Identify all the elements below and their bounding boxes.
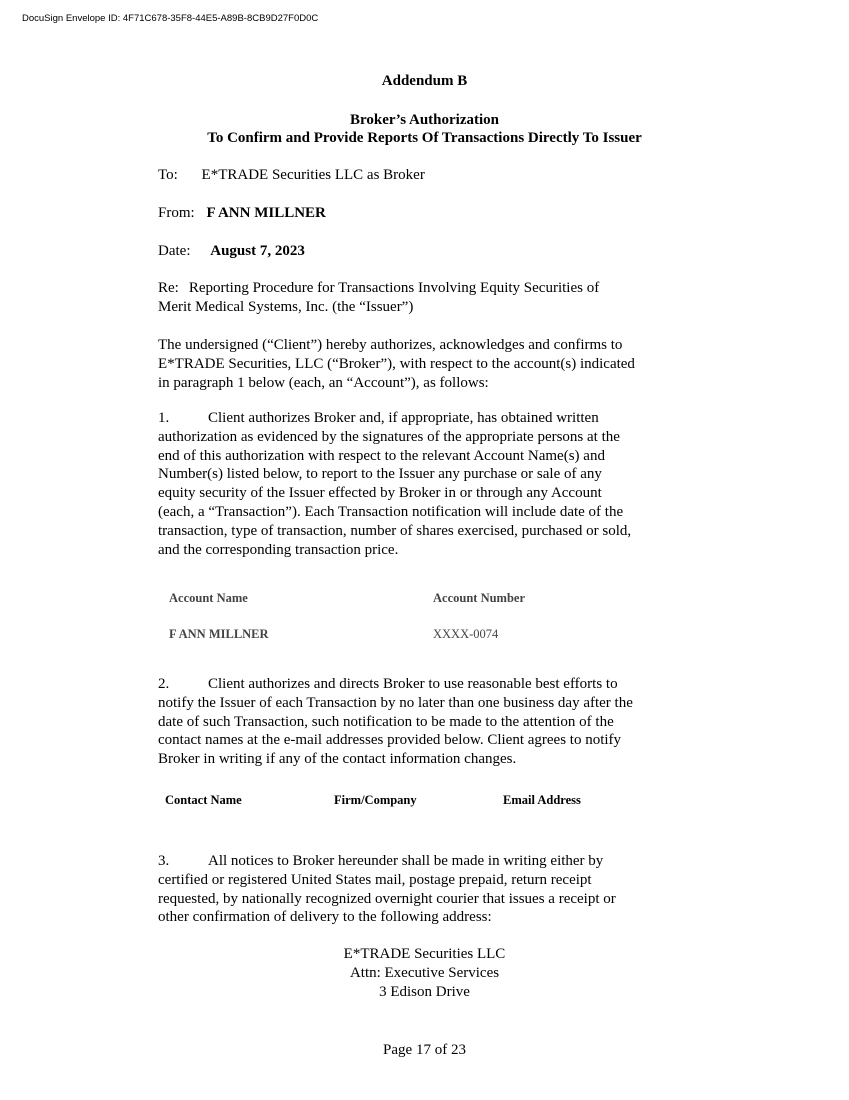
contact-name-header: Contact Name	[165, 793, 242, 807]
paragraph-2: 2. Client authorizes and directs Broker to use reasonable best efforts to notify the Issuer of each Transaction by no later than one business day after the date of such Transaction, such notification to be made to the attention of the contact names at the e-mail addresses provided below. Client agrees to notify Broker in writing if any of the contact information changes.	[158, 676, 633, 768]
from-label: From:	[158, 205, 195, 221]
intro-paragraph: The undersigned (“Client”) hereby authorizes, acknowledges and confirms to E*TRADE Securities, LLC (“Broker”), with respect to the account(s) indicated in paragraph 1 below (each, an “Account”), as follows:	[158, 337, 635, 391]
re-label: Re:	[158, 280, 179, 296]
to-label: To:	[158, 167, 178, 183]
date-row	[158, 242, 305, 261]
page-title: Addendum B	[381, 73, 468, 89]
account-number-header: Account Number	[433, 591, 526, 605]
subtitle-line-2: To Confirm and Provide Reports Of Transactions Directly To Issuer	[207, 130, 642, 146]
date-label: Date:	[158, 243, 191, 259]
from-value: F ANN MILLNER	[206, 205, 326, 221]
paragraph-1: 1. Client authorizes Broker and, if appropriate, has obtained written authorization as evidenced by the signatures of the appropriate persons at the end of this authorization with respect to the relevant Account Name(s) and Number(s) listed below, to report to the Issuer any purchase or sale of any equity security of the Issuer effected by Broker in or through any Account (each, a “Transaction”). Each Transaction notification will include date of the transaction, type of transaction, number of shares exercised, purchased or sold, and the corresponding transaction price.	[158, 410, 632, 558]
date-value: August 7, 2023	[210, 243, 305, 259]
firm-company-header: Firm/Company	[334, 793, 417, 807]
email-address-header: Email Address	[503, 793, 581, 807]
account-name-value: F ANN MILLNER	[169, 627, 269, 641]
account-number-value: XXXX-0074	[433, 627, 499, 641]
paragraph-1-number: 1.	[158, 410, 170, 426]
paragraph-2-number: 2.	[158, 676, 170, 692]
to-value: E*TRADE Securities LLC as Broker	[201, 167, 425, 183]
re-paragraph: Re: Reporting Procedure for Transactions Involving Equity Securities of Merit Medical Systems, Inc. (the “Issuer”)	[158, 280, 600, 315]
subtitle-line-1: Broker’s Authorization	[349, 112, 500, 128]
broker-address: E*TRADE Securities LLC Attn: Executive Services 3 Edison Drive	[343, 946, 506, 1000]
paragraph-3: 3. All notices to Broker hereunder shall be made in writing either by certified or registered United States mail, postage prepaid, return receipt requested, by nationally recognized overnight courier that issues a receipt or other confirmation of delivery to the following address:	[158, 853, 616, 926]
from-row	[158, 204, 326, 223]
docusign-envelope-id: DocuSign Envelope ID: 4F71C678-35F8-44E5-A89B-8CB9D27F0D0C	[22, 13, 319, 24]
paragraph-3-number: 3.	[158, 853, 170, 869]
account-name-header: Account Name	[169, 591, 248, 605]
to-row	[158, 166, 425, 185]
page-number: Page 17 of 23	[383, 1042, 466, 1058]
